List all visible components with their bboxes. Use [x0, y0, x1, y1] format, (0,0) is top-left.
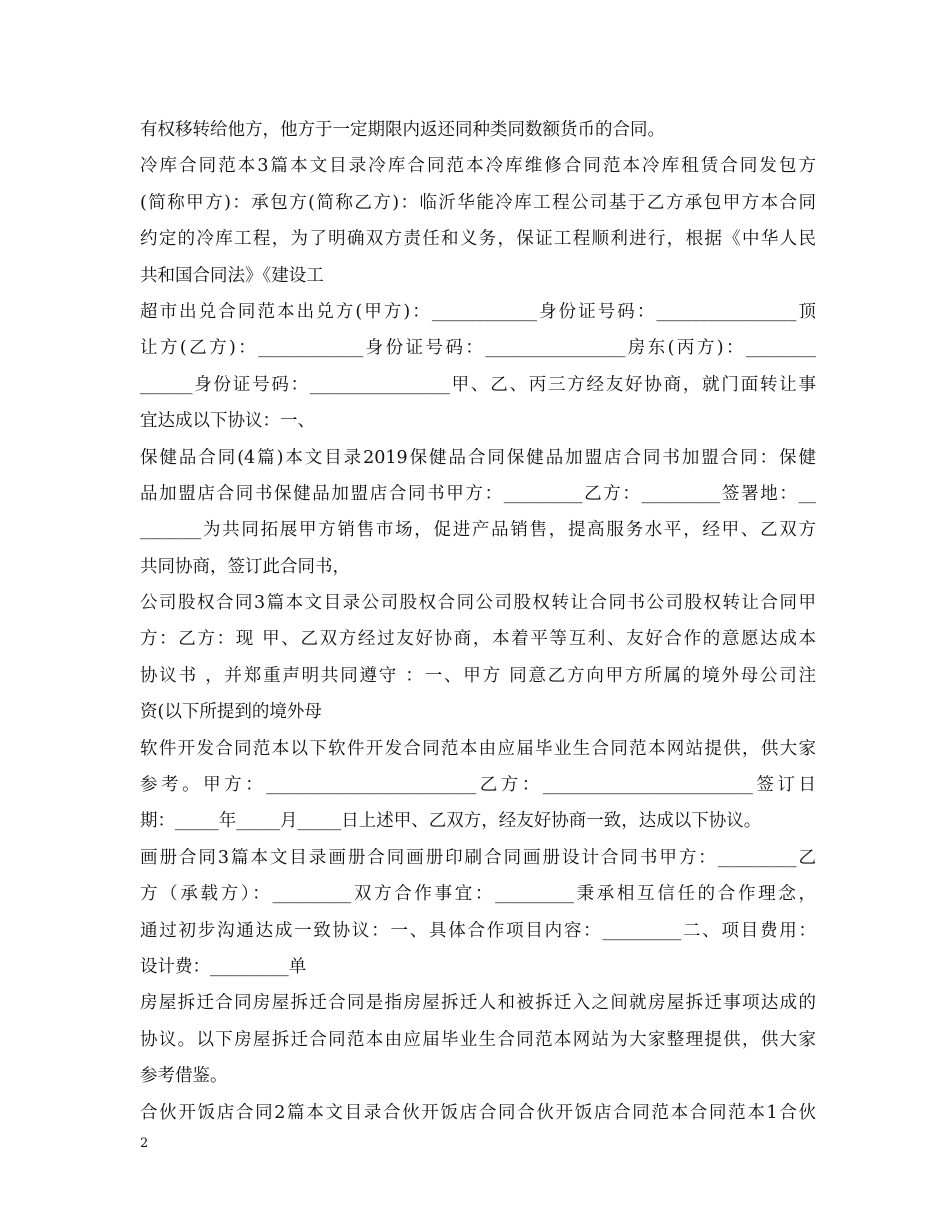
text-line: 共和国合同法》《建设工: [140, 265, 324, 286]
text-line: (简称甲方)：承包方(简称乙方)：临沂华能冷库工程公司基于乙方承包甲方本合同: [140, 192, 816, 213]
text-line: 参考。甲方：________________________乙方：________________________签订日: [140, 775, 816, 796]
text-line: 期：_____年_____月_____日上述甲、乙双方，经友好协商一致，达成以下协议。: [140, 811, 762, 832]
text-line: 设计费：_________单: [140, 956, 307, 977]
text-line: 约定的冷库工程，为了明确双方责任和义务，保证工程顺利进行，根据《中华人民: [140, 229, 816, 250]
text-line: 公司股权合同3篇本文目录公司股权合同公司股权转让合同书公司股权转让合同甲: [140, 593, 816, 614]
text-line: 有权移转给他方，他方于一定期限内返还同种类同数额货币的合同。: [140, 120, 665, 140]
text-line: 保健品合同(4篇)本文目录2019保健品合同保健品加盟店合同书加盟合同：保健: [140, 447, 816, 468]
text-line: 房屋拆迁合同房屋拆迁合同是指房屋拆迁人和被拆迁入之间就房屋拆迁事项达成的: [140, 993, 816, 1014]
text-line: 软件开发合同范本以下软件开发合同范本由应届毕业生合同范本网站提供，供大家: [140, 738, 816, 759]
text-line: _______为共同拓展甲方销售市场，促进产品销售，提高服务水平，经甲、乙双方: [140, 520, 816, 541]
text-line: 让方(乙方)：____________身份证号码：________________房东(丙方)：________: [140, 338, 816, 359]
text-line: 协议。以下房屋拆迁合同范本由应届毕业生合同范本网站为大家整理提供，供大家: [140, 1029, 816, 1050]
text-line: 宜达成以下协议：一、: [140, 411, 315, 432]
page-number: 2: [140, 1136, 149, 1151]
document-body: [140, 112, 816, 1131]
text-line: ______身份证号码：________________甲、乙、丙三方经友好协商，就门面转让事: [140, 374, 816, 395]
text-line: 超市出兑合同范本出兑方(甲方)：____________身份证号码：________________顶: [140, 301, 816, 322]
text-line: 品加盟店合同书保健品加盟店合同书甲方：_________乙方：_________签署地：__: [140, 483, 816, 504]
text-line: 合伙开饭店合同2篇本文目录合伙开饭店合同合伙开饭店合同范本合同范本1合伙: [140, 1102, 816, 1123]
text-line: 参考借鉴。: [140, 1066, 228, 1087]
text-line: 共同协商，签订此合同书，: [140, 556, 350, 577]
text-line: 资(以下所提到的境外母: [140, 702, 322, 723]
text-line: 协议书 ，并郑重声明共同遵守 ：一、甲方 同意乙方向甲方所属的境外母公司注: [140, 665, 816, 686]
text-line: 通过初步沟通达成一致协议：一、具体合作项目内容：_________二、项目费用：: [140, 920, 816, 941]
text-line: 方（承载方）：_________双方合作事宜：_________秉承相互信任的合作理念，: [140, 884, 816, 905]
text-line: 方：乙方：现 甲、乙双方经过友好协商，本着平等互利、友好合作的意愿达成本: [140, 629, 816, 650]
text-line: 画册合同3篇本文目录画册合同画册印刷合同画册设计合同书甲方：_________乙: [140, 847, 816, 868]
text-line: 冷库合同范本3篇本文目录冷库合同范本冷库维修合同范本冷库租赁合同发包方: [140, 156, 816, 177]
